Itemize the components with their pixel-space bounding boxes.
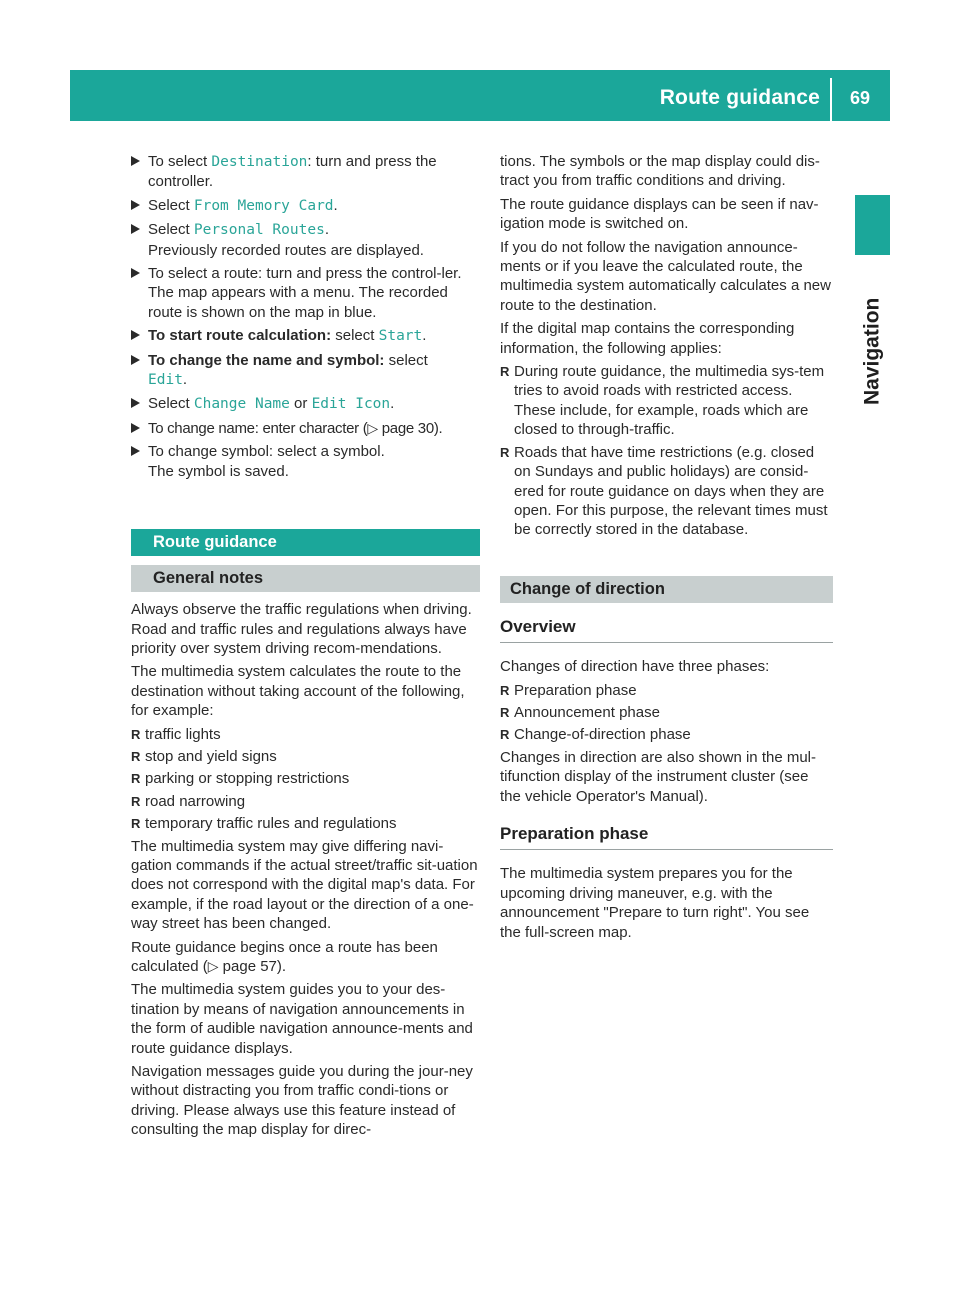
- menu-code: Destination: [211, 154, 308, 170]
- paragraph: If you do not follow the navigation announce-ments or if you leave the calculated route, the multimedia system automatically calculates a new route to the destination.: [500, 238, 831, 314]
- paragraph: Changes of direction have three phases:: [500, 658, 770, 676]
- section-heading: Route guidance: [131, 529, 480, 556]
- step-item: To change the name and symbol: select Edit.: [148, 351, 480, 391]
- arrow-icon: [131, 200, 140, 210]
- list-item: R temporary traffic rules and regulations: [131, 815, 397, 833]
- list-item: R traffic lights: [131, 725, 221, 743]
- bullet-list: [131, 725, 480, 834]
- menu-code: From Memory Card: [193, 197, 334, 214]
- bullet-icon: R: [131, 771, 141, 787]
- menu-code: Edit Icon: [311, 396, 391, 413]
- overview-heading: Overview: [500, 617, 833, 643]
- paragraph: The route guidance displays can be seen if nav-igation mode is switched on.: [500, 195, 819, 233]
- paragraph: The multimedia system calculates the route to the destination without taking account of the following, for example:: [131, 663, 465, 720]
- preparation-heading: Preparation phase: [500, 824, 833, 850]
- bullet-list: [500, 362, 833, 540]
- step-item: Select From Memory Card.: [148, 196, 480, 216]
- paragraph: Navigation messages guide you during the jour-ney without distracting you from traffic condi-tions or driving. Please always use this feature instead of consulting the map display for direc-: [131, 1063, 473, 1139]
- subsection-heading: General notes: [131, 565, 480, 592]
- menu-code: Edit: [148, 372, 183, 389]
- left-column: [131, 152, 480, 1144]
- menu-code: Start: [378, 328, 423, 345]
- bullet-icon: R: [500, 682, 510, 698]
- step-note: Previously recorded routes are displayed.: [148, 241, 424, 259]
- page-ref-icon: ▷: [207, 958, 219, 974]
- list-item: R During route guidance, the multimedia sys-tem tries to avoid roads with restricted access. These include, for example, roads which are closed to through-traffic.: [500, 363, 825, 439]
- list-item: R Roads that have time restrictions (e.g. closed on Sundays and public holidays) are consid-ered for route guidance on days when they are open. For this purpose, the relevant times must be correctly stored in the database.: [500, 443, 828, 539]
- bullet-icon: R: [131, 816, 141, 832]
- list-item: R road narrowing: [131, 792, 246, 810]
- list-item: R parking or stopping restrictions: [131, 770, 350, 788]
- page-number: 69: [849, 88, 870, 108]
- subsection-heading: Change of direction: [500, 576, 833, 603]
- step-item: Select Personal Routes. Previously recorded routes are displayed.: [148, 220, 480, 260]
- bullet-icon: R: [500, 727, 510, 743]
- arrow-icon: [131, 268, 140, 278]
- arrow-icon: [131, 156, 140, 166]
- list-item: R Preparation phase: [500, 681, 637, 699]
- paragraph: The multimedia system guides you to your des-tination by means of navigation announcements in the form of audible navigation announce-ments and route guidance displays.: [131, 981, 473, 1057]
- header-title: Route guidance: [659, 86, 820, 109]
- paragraph: Changes in direction are also shown in the mul-tifunction display of the instrument cluster (see the vehicle Operator's Manual).: [500, 748, 817, 805]
- bullet-icon: R: [131, 793, 141, 809]
- arrow-icon: [131, 423, 140, 433]
- page-ref-icon: ▷: [367, 419, 378, 436]
- arrow-icon: [131, 355, 140, 365]
- step-note: The symbol is saved.: [148, 462, 289, 480]
- page-header: [70, 70, 890, 121]
- header-separator: [830, 78, 832, 121]
- step-item: To start route calculation: select Start.: [148, 326, 480, 346]
- bullet-icon: R: [500, 704, 510, 720]
- step-item: To change name: enter character (▷ page 30).: [148, 419, 480, 438]
- paragraph: The multimedia system prepares you for the upcoming driving maneuver, e.g. with the announcement "Prepare to turn right". You see the full-screen map.: [500, 865, 810, 941]
- arrow-icon: [131, 224, 140, 234]
- step-item: To select Destination: turn and press the controller.: [148, 152, 480, 192]
- paragraph: If the digital map contains the corresponding information, the following applies:: [500, 320, 795, 357]
- paragraph: Always observe the traffic regulations when driving. Road and traffic rules and regulations always have priority over system driving recom-mendations.: [131, 601, 472, 657]
- bullet-icon: R: [500, 364, 510, 380]
- chapter-tab: [855, 195, 890, 255]
- paragraph: tions. The symbols or the map display could dis-tract you from traffic conditions and driving.: [500, 153, 820, 190]
- arrow-icon: [131, 446, 140, 456]
- right-column: [500, 152, 833, 946]
- list-item: R Change-of-direction phase: [500, 726, 691, 744]
- bullet-icon: R: [500, 444, 510, 460]
- list-item: R stop and yield signs: [131, 747, 277, 765]
- bullet-icon: R: [131, 748, 141, 764]
- menu-code: Personal Routes: [193, 222, 325, 239]
- step-item: To change symbol: select a symbol. The symbol is saved.: [148, 442, 480, 481]
- arrow-icon: [131, 330, 140, 340]
- paragraph: The multimedia system may give differing navi-gation commands if the actual street/traffic sit-uation does not correspond with the digital map's data. For example, if the road layout or the direction of a one-way street has been changed.: [131, 837, 478, 933]
- paragraph: Route guidance begins once a route has been calculated (▷ page 57).: [131, 938, 438, 975]
- step-item: To select a route: turn and press the control-ler. The map appears with a menu. The recorded route is shown on the map in blue.: [148, 264, 480, 322]
- step-note: The map appears with a menu. The recorded route is shown on the map in blue.: [148, 284, 448, 321]
- arrow-icon: [131, 398, 140, 408]
- step-item: Select Change Name or Edit Icon.: [148, 394, 480, 414]
- menu-code: Change Name: [193, 396, 290, 413]
- chapter-label: Navigation: [860, 297, 884, 405]
- phase-list: [500, 681, 833, 745]
- list-item: R Announcement phase: [500, 703, 660, 721]
- bullet-icon: R: [131, 726, 141, 742]
